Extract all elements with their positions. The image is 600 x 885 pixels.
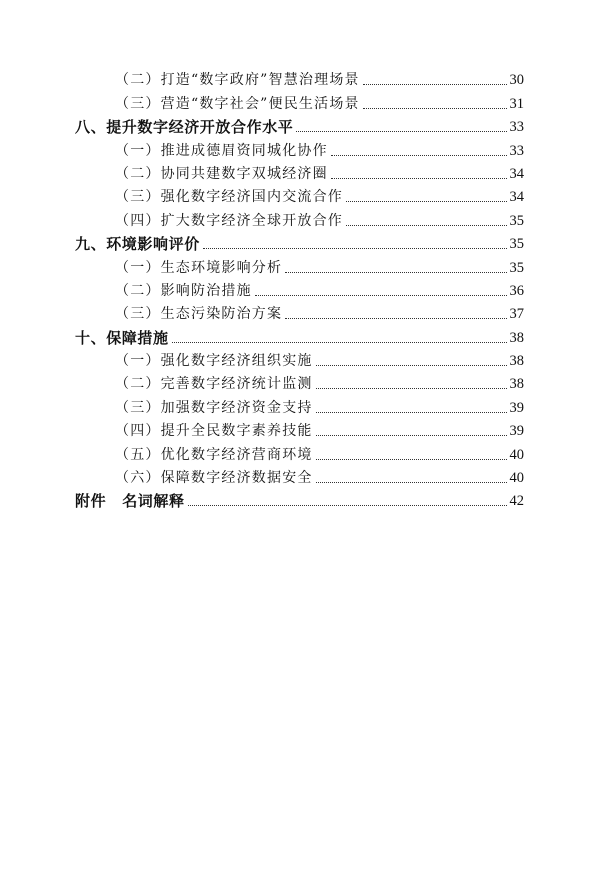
toc-entry-label: （一）生态环境影响分析 (115, 259, 283, 276)
toc-leader-dots (255, 295, 507, 296)
toc-entry-page: 33 (509, 142, 524, 159)
toc-chapter-entry[interactable] (0, 113, 600, 136)
toc-entry-page: 30 (509, 72, 524, 89)
toc-entry[interactable] (0, 160, 600, 183)
toc-entry-page: 39 (509, 423, 524, 440)
toc-entry[interactable] (0, 417, 600, 440)
toc-entry-page: 38 (509, 376, 524, 393)
toc-entry-label: （三）生态污染防治方案 (115, 306, 283, 323)
toc-leader-dots (316, 365, 507, 366)
toc-entry-label: （一）推进成德眉资同城化协作 (115, 142, 328, 159)
toc-leader-dots (316, 482, 507, 483)
toc-leader-dots (172, 342, 507, 343)
toc-entry-page: 42 (509, 493, 524, 510)
toc-entry-page: 35 (509, 259, 524, 276)
toc-leader-dots (188, 505, 507, 506)
toc-entry[interactable] (0, 370, 600, 393)
table-of-contents (0, 66, 600, 510)
toc-chapter-entry[interactable] (0, 230, 600, 253)
toc-entry-page: 38 (509, 353, 524, 370)
toc-leader-dots (316, 435, 507, 436)
toc-leader-dots (203, 248, 507, 249)
toc-entry[interactable] (0, 206, 600, 229)
toc-entry-label: （二）完善数字经济统计监测 (115, 376, 313, 393)
toc-entry[interactable] (0, 253, 600, 276)
toc-entry-label: （六）保障数字经济数据安全 (115, 470, 313, 487)
toc-entry-label: （四）提升全民数字素养技能 (115, 423, 313, 440)
toc-leader-dots (346, 225, 507, 226)
toc-leader-dots (363, 84, 507, 85)
toc-entry-label: （五）优化数字经济营商环境 (115, 446, 313, 463)
toc-entry-label: （二）影响防治措施 (115, 282, 252, 299)
toc-entry-page: 40 (509, 470, 524, 487)
toc-entry[interactable] (0, 183, 600, 206)
toc-leader-dots (331, 155, 507, 156)
toc-entry-page: 31 (509, 95, 524, 112)
toc-entry[interactable] (0, 66, 600, 89)
toc-leader-dots (285, 318, 506, 319)
toc-entry[interactable] (0, 440, 600, 463)
toc-chapter-entry[interactable] (0, 323, 600, 346)
toc-leader-dots (346, 201, 507, 202)
toc-annex-label-group (75, 492, 185, 510)
toc-entry-page: 33 (509, 119, 524, 136)
toc-entry-page: 38 (509, 329, 524, 346)
toc-entry-page: 39 (509, 399, 524, 416)
toc-entry[interactable] (0, 136, 600, 159)
toc-leader-dots (285, 272, 506, 273)
toc-leader-dots (363, 108, 507, 109)
toc-entry-label: （二）打造“数字政府”智慧治理场景 (115, 72, 360, 89)
toc-chapter-label: 九、环境影响评价 (75, 235, 200, 254)
toc-entry-label: （三）强化数字经济国内交流合作 (115, 189, 343, 206)
toc-chapter-label: 八、提升数字经济开放合作水平 (75, 118, 294, 137)
toc-entry-page: 34 (509, 165, 524, 182)
toc-annex-label: 名词解释 (122, 492, 185, 511)
toc-leader-dots (331, 178, 507, 179)
toc-entry[interactable] (0, 347, 600, 370)
toc-entry[interactable] (0, 300, 600, 323)
toc-leader-dots (316, 459, 507, 460)
toc-entry-page: 34 (509, 189, 524, 206)
toc-entry-page: 35 (509, 236, 524, 253)
toc-entry-page: 36 (509, 282, 524, 299)
toc-leader-dots (316, 412, 507, 413)
toc-entry[interactable] (0, 393, 600, 416)
toc-annex-entry[interactable] (0, 487, 600, 510)
toc-entry[interactable] (0, 464, 600, 487)
toc-entry[interactable] (0, 277, 600, 300)
toc-entry-label: （四）扩大数字经济全球开放合作 (115, 212, 343, 229)
toc-leader-dots (296, 131, 506, 132)
toc-chapter-label: 十、保障措施 (75, 328, 169, 347)
toc-entry-page: 37 (509, 306, 524, 323)
toc-entry-page: 35 (509, 212, 524, 229)
toc-entry-label: （一）强化数字经济组织实施 (115, 353, 313, 370)
toc-entry-label: （二）协同共建数字双城经济圈 (115, 165, 328, 182)
toc-entry[interactable] (0, 89, 600, 112)
toc-leader-dots (316, 388, 507, 389)
toc-entry-label: （三）营造“数字社会”便民生活场景 (115, 95, 360, 112)
toc-entry-page: 40 (509, 446, 524, 463)
toc-annex-prefix: 附件 (75, 492, 107, 511)
toc-entry-label: （三）加强数字经济资金支持 (115, 399, 313, 416)
